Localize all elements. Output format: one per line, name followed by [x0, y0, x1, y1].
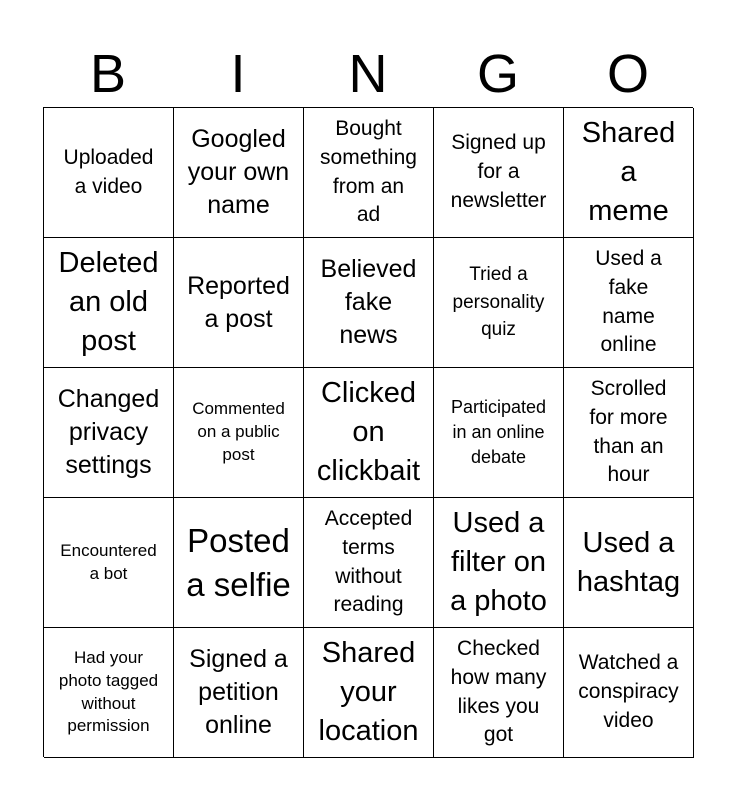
- cell-text: Deleted an old post: [58, 247, 159, 357]
- header-letter-i: I: [230, 44, 246, 104]
- bingo-cell-r2-c5[interactable]: [564, 238, 694, 368]
- bingo-header: [43, 42, 693, 106]
- cell-text: Reported a post: [187, 271, 290, 333]
- bingo-cell-r5-c1[interactable]: [44, 628, 174, 758]
- cell-text: Participated in an online debate: [450, 396, 547, 468]
- bingo-cell-r1-c3[interactable]: [304, 108, 434, 238]
- cell-text: Scrolled for more than an hour: [589, 376, 668, 487]
- cell-text: Shared your location: [318, 637, 419, 747]
- bingo-cell-r1-c5[interactable]: [564, 108, 694, 238]
- bingo-cell-r2-c3[interactable]: [304, 238, 434, 368]
- bingo-cell-r2-c2[interactable]: [174, 238, 304, 368]
- bingo-cell-r4-c3[interactable]: [304, 498, 434, 628]
- bingo-cell-r4-c5[interactable]: [564, 498, 694, 628]
- cell-text: Had your photo tagged without permission: [58, 647, 159, 736]
- bingo-cell-r5-c2[interactable]: [174, 628, 304, 758]
- bingo-cell-r1-c1[interactable]: [44, 108, 174, 238]
- header-letter-g: G: [476, 44, 519, 104]
- bingo-cell-r5-c4[interactable]: [434, 628, 564, 758]
- cell-text: Used a filter on a photo: [450, 507, 547, 617]
- cell-text: Checked how many likes you got: [450, 636, 547, 747]
- bingo-cell-r1-c2[interactable]: [174, 108, 304, 238]
- header-letter-o: O: [606, 44, 649, 104]
- bingo-cell-r2-c4[interactable]: [434, 238, 564, 368]
- cell-text: Posted a selfie: [186, 521, 291, 603]
- cell-text: Commented on a public post: [192, 399, 285, 464]
- bingo-cell-r2-c1[interactable]: [44, 238, 174, 368]
- cell-text: Watched a conspiracy video: [578, 651, 679, 732]
- cell-text: Changed privacy settings: [57, 385, 160, 479]
- header-letter-b: B: [89, 44, 127, 104]
- bingo-cell-r4-c4[interactable]: [434, 498, 564, 628]
- cell-text: Googled your own name: [187, 125, 290, 219]
- header-letter-n: N: [348, 44, 388, 104]
- cell-text: Signed a petition online: [189, 645, 288, 739]
- cell-text: Encountered a bot: [60, 540, 157, 583]
- bingo-cell-r4-c2[interactable]: [174, 498, 304, 628]
- cell-text: Signed up for a newsletter: [450, 131, 547, 212]
- cell-text: Believed fake news: [320, 255, 417, 349]
- bingo-board: [43, 107, 693, 757]
- cell-text: Clicked on clickbait: [316, 377, 421, 487]
- cell-text: Used a fake name online: [595, 246, 662, 357]
- cell-text: Uploaded a video: [63, 145, 154, 198]
- bingo-cell-r4-c1[interactable]: [44, 498, 174, 628]
- bingo-cell-r1-c4[interactable]: [434, 108, 564, 238]
- cell-text: Tried a personality quiz: [452, 264, 545, 341]
- cell-text: Used a hashtag: [576, 526, 681, 598]
- bingo-cell-r3-c5[interactable]: [564, 368, 694, 498]
- bingo-cell-r5-c5[interactable]: [564, 628, 694, 758]
- cell-text: Shared a meme: [581, 117, 676, 227]
- bingo-cell-r3-c2[interactable]: [174, 368, 304, 498]
- bingo-cell-r3-c1[interactable]: [44, 368, 174, 498]
- bingo-cell-r5-c3[interactable]: [304, 628, 434, 758]
- bingo-cell-r3-c3[interactable]: [304, 368, 434, 498]
- bingo-cell-r3-c4[interactable]: [434, 368, 564, 498]
- cell-text: Accepted terms without reading: [324, 506, 413, 617]
- cell-text: Bought something from an ad: [320, 116, 417, 227]
